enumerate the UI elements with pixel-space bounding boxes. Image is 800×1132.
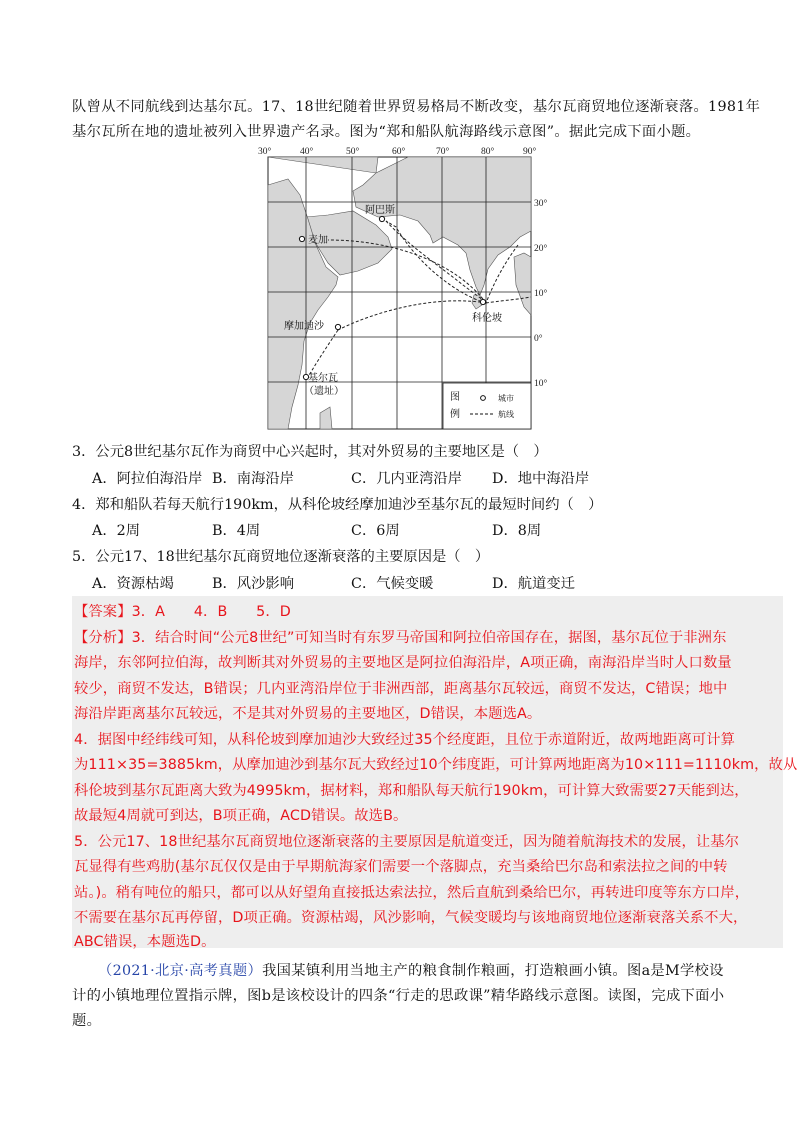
q3-option-d[interactable]: D．地中海沿岸 [492, 471, 590, 487]
city-label-kilwa-ruins: （遗址） [304, 386, 344, 397]
lon-label: 40° [300, 147, 314, 157]
map-legend [443, 383, 531, 429]
analysis-line: 为111×35=3885km，从摩加迪沙到基尔瓦大致经过10个纬度距，可计算两地距离为10×111=1110km，故从 [74, 757, 798, 773]
city-label-mogadishu: 摩加迪沙 [284, 321, 324, 332]
answer-line: 【答案】3．A 4．B 5．D [74, 604, 291, 620]
intro-line-1: 队曾从不同航线到达基尔瓦。17、18世纪随着世界贸易格局不断改变，基尔瓦商贸地位逐渐衰落。1981年 [72, 99, 761, 115]
question-4-stem: 4．郑和船队若每天航行190km，从科伦坡经摩加迪沙至基尔瓦的最短时间约（ ） [72, 497, 603, 513]
next-intro-line-3: 题。 [72, 1013, 102, 1029]
lat-label: 10° [534, 289, 548, 299]
lon-label: 30° [258, 147, 272, 157]
lon-label: 90° [523, 147, 537, 157]
lat-label: 20° [534, 244, 548, 254]
lon-label: 70° [436, 147, 450, 157]
analysis-line: 故最短4周就可到达，B项正确，ACD错误。故选B。 [74, 808, 408, 824]
analysis-line: 5．公元17、18世纪基尔瓦商贸地位逐渐衰落的主要原因是航道变迁，因为随着航海技术的发展，让基尔 [74, 834, 740, 850]
zheng-he-route-map [258, 145, 548, 431]
city-label-mecca: 麦加 [308, 235, 328, 246]
q5-option-c[interactable]: C．气候变暖 [351, 576, 434, 592]
q5-option-b[interactable]: B．风沙影响 [212, 576, 294, 592]
analysis-line: 海岸，东邻阿拉伯海，故判断其对外贸易的主要地区是阿拉伯海沿岸，A项正确，南海沿岸当时人口数量 [74, 655, 732, 671]
analysis-line: 海沿岸距离基尔瓦较远，不是其对外贸易的主要地区，D错误，本题选A。 [74, 706, 542, 722]
lon-label: 50° [346, 147, 360, 157]
q4-option-a[interactable]: A．2周 [92, 523, 141, 539]
q5-option-d[interactable]: D．航道变迁 [492, 576, 575, 592]
intro-line-2: 基尔瓦所在地的遗址被列入世界遗产名录。图为“郑和船队航海路线示意图”。据此完成下面小题。 [72, 124, 701, 140]
analysis-line: ABC错误，本题选D。 [74, 934, 216, 950]
legend-title-1: 图 [450, 392, 460, 403]
q3-option-b[interactable]: B．南海沿岸 [212, 471, 294, 487]
next-intro-text: 我国某镇利用当地主产的粮食制作粮画，打造粮画小镇。图a是M学校设 [262, 963, 724, 979]
q3-option-c[interactable]: C．几内亚湾沿岸 [351, 471, 463, 487]
lon-label: 60° [392, 147, 406, 157]
lat-label: 30° [534, 199, 548, 209]
analysis-line: 4．据图中经纬线可知，从科伦坡到摩加迪沙大致经过35个经度距，且位于赤道附近，故两地距离可计算 [74, 732, 736, 748]
city-label-abbas: 阿巴斯 [365, 205, 395, 216]
analysis-line: 不需要在基尔瓦再停留，D项正确。资源枯竭，风沙影响，气候变暖均与该地商贸地位逐渐衰落关系不大， [74, 910, 748, 926]
analysis-line: 【分析】3．结合时间“公元8世纪”可知当时有东罗马帝国和阿拉伯帝国存在，据图，基尔瓦位于非洲东 [74, 630, 727, 646]
city-label-kilwa: 基尔瓦 [308, 373, 338, 384]
question-5-stem: 5．公元17、18世纪基尔瓦商贸地位逐渐衰落的主要原因是（ ） [72, 549, 490, 565]
legend-route-label: 航线 [498, 410, 514, 419]
next-intro-line-2: 计的小镇地理位置指示牌，图b是该校设计的四条“行走的思政课”精华路线示意图。读图，完成下面小 [72, 988, 725, 1004]
lon-label: 80° [481, 147, 495, 157]
q4-option-c[interactable]: C．6周 [351, 523, 400, 539]
q5-option-a[interactable]: A．资源枯竭 [92, 576, 174, 592]
q3-option-a[interactable]: A．阿拉伯海沿岸 [92, 471, 203, 487]
analysis-line: 较少，商贸不发达，B错误；几内亚湾沿岸位于非洲西部，距离基尔瓦较远，商贸不发达，C错误；地中 [74, 681, 728, 697]
legend-city-symbol [481, 396, 486, 401]
next-question-intro [98, 961, 724, 981]
q4-option-d[interactable]: D．8周 [492, 523, 542, 539]
source-tag: （2021·北京·高考真题） [98, 963, 263, 979]
analysis-line: 瓦显得有些鸡肋(基尔瓦仅仅是由于早期航海家们需要一个落脚点，充当桑给巴尔岛和索法拉之间的中转 [74, 859, 728, 875]
analysis-line: 站。)。稍有吨位的船只，都可以从好望角直接抵达索法拉，然后直航到桑给巴尔，再转进印度等东方口岸， [74, 885, 750, 901]
q4-option-b[interactable]: B．4周 [212, 523, 261, 539]
question-3-stem: 3．公元8世纪基尔瓦作为商贸中心兴起时，其对外贸易的主要地区是（ ） [72, 444, 548, 460]
legend-city-label: 城市 [498, 394, 514, 403]
lat-label: 0° [534, 334, 543, 344]
lat-label: 10° [534, 379, 548, 389]
city-label-colombo: 科伦坡 [472, 313, 502, 324]
legend-title-2: 例 [450, 409, 460, 420]
analysis-line: 科伦坡到基尔瓦距离大致为4995km，据材料，郑和船队每天航行190km，可计算大致需要27天能到达， [74, 783, 749, 799]
